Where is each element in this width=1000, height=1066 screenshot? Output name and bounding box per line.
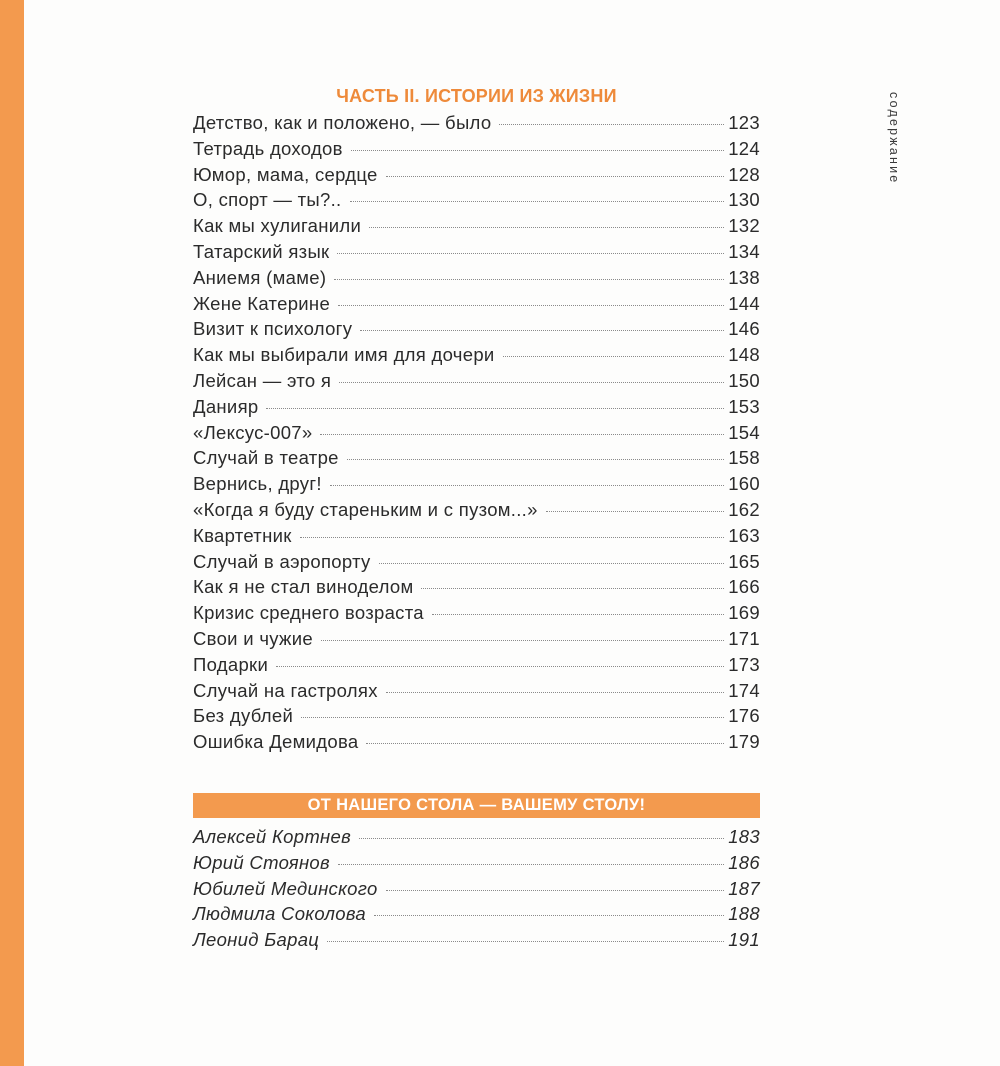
toc-entry-title: Ошибка Демидова bbox=[193, 731, 359, 753]
toc-entry[interactable] bbox=[193, 901, 760, 927]
table-section-banner: ОТ НАШЕГО СТОЛА — ВАШЕМУ СТОЛУ! bbox=[193, 793, 760, 818]
table-section-entry-list bbox=[193, 824, 760, 953]
dot-leader bbox=[359, 838, 724, 839]
dot-leader bbox=[327, 941, 724, 942]
dot-leader bbox=[350, 201, 725, 202]
toc-entry[interactable] bbox=[193, 368, 760, 394]
part-two-heading: ЧАСТЬ II. ИСТОРИИ ИЗ ЖИЗНИ bbox=[336, 86, 617, 106]
toc-entry-page-number: 144 bbox=[728, 292, 760, 314]
toc-entry[interactable] bbox=[193, 824, 760, 850]
toc-entry-title: Аниемя (маме) bbox=[193, 266, 327, 288]
toc-entry[interactable] bbox=[193, 497, 760, 523]
toc-entry-page-number: 154 bbox=[728, 421, 760, 443]
toc-entry[interactable] bbox=[193, 652, 760, 678]
part-two-entry-list bbox=[193, 110, 760, 755]
toc-entry-page-number: 165 bbox=[728, 550, 760, 572]
dot-leader bbox=[374, 915, 724, 916]
toc-entry[interactable] bbox=[193, 136, 760, 162]
toc-entry-page-number: 153 bbox=[728, 395, 760, 417]
toc-entry[interactable] bbox=[193, 291, 760, 317]
dot-leader bbox=[339, 382, 724, 383]
toc-entry-page-number: 166 bbox=[728, 576, 760, 598]
toc-entry-title: Случай в театре bbox=[193, 447, 339, 469]
toc-entry-page-number: 134 bbox=[728, 240, 760, 262]
toc-entry-page-number: 150 bbox=[728, 369, 760, 391]
toc-entry-page-number: 132 bbox=[728, 215, 760, 237]
toc-entry-title: Данияр bbox=[193, 395, 259, 417]
toc-entry-page-number: 176 bbox=[728, 705, 760, 727]
dot-leader bbox=[421, 588, 724, 589]
toc-entry-page-number: 173 bbox=[728, 653, 760, 675]
toc-entry[interactable] bbox=[193, 703, 760, 729]
toc-entry-page-number: 158 bbox=[728, 447, 760, 469]
toc-entry-title: Алексей Кортнев bbox=[193, 825, 352, 847]
toc-entry-title: Свои и чужие bbox=[193, 627, 313, 649]
toc-entry-title: Как мы хулиганили bbox=[193, 215, 362, 237]
toc-entry-page-number: 179 bbox=[728, 731, 760, 753]
toc-entry-page-number: 160 bbox=[728, 473, 760, 495]
toc-entry-title: О, спорт — ты?.. bbox=[193, 189, 342, 211]
toc-entry-page-number: 163 bbox=[728, 524, 760, 546]
toc-entry[interactable] bbox=[193, 927, 760, 953]
toc-entry-title: Визит к психологу bbox=[193, 318, 353, 340]
dot-leader bbox=[266, 408, 724, 409]
toc-entry-page-number: 171 bbox=[728, 627, 760, 649]
dot-leader bbox=[351, 150, 724, 151]
toc-entry-title: Юбилей Мединского bbox=[193, 877, 378, 899]
toc-entry[interactable] bbox=[193, 574, 760, 600]
table-of-contents bbox=[193, 82, 760, 953]
dot-leader bbox=[386, 692, 724, 693]
toc-entry-title: Вернись, друг! bbox=[193, 473, 322, 495]
toc-entry[interactable] bbox=[193, 445, 760, 471]
toc-entry-title: Как я не стал виноделом bbox=[193, 576, 414, 598]
dot-leader bbox=[330, 485, 724, 486]
toc-entry[interactable] bbox=[193, 239, 760, 265]
toc-entry[interactable] bbox=[193, 162, 760, 188]
toc-entry-title: Кризис среднего возраста bbox=[193, 602, 424, 624]
toc-entry-title: Как мы выбирали имя для дочери bbox=[193, 344, 495, 366]
dot-leader bbox=[300, 537, 725, 538]
toc-entry[interactable] bbox=[193, 600, 760, 626]
toc-entry-page-number: 123 bbox=[728, 112, 760, 133]
toc-entry-page-number: 130 bbox=[728, 189, 760, 211]
dot-leader bbox=[366, 743, 724, 744]
toc-entry[interactable] bbox=[193, 213, 760, 239]
toc-entry-title: Случай в аэропорту bbox=[193, 550, 371, 572]
toc-entry[interactable] bbox=[193, 265, 760, 291]
dot-leader bbox=[337, 253, 724, 254]
toc-entry-title: Детство, как и положено, — было bbox=[193, 112, 492, 133]
toc-entry-page-number: 188 bbox=[728, 903, 760, 925]
toc-entry-title: Татарский язык bbox=[193, 240, 330, 262]
toc-entry-page-number: 146 bbox=[728, 318, 760, 340]
toc-entry[interactable] bbox=[193, 187, 760, 213]
dot-leader bbox=[499, 124, 724, 125]
toc-entry-page-number: 169 bbox=[728, 602, 760, 624]
toc-entry-title: «Когда я буду стареньким и с пузом...» bbox=[193, 498, 538, 520]
toc-entry[interactable] bbox=[193, 394, 760, 420]
dot-leader bbox=[334, 279, 724, 280]
dot-leader bbox=[379, 563, 725, 564]
dot-leader bbox=[386, 176, 725, 177]
toc-entry[interactable] bbox=[193, 523, 760, 549]
toc-entry[interactable] bbox=[193, 110, 760, 136]
dot-leader bbox=[386, 890, 725, 891]
toc-entry[interactable] bbox=[193, 876, 760, 902]
toc-entry-title: «Лексус-007» bbox=[193, 421, 313, 443]
toc-entry[interactable] bbox=[193, 471, 760, 497]
toc-entry-page-number: 187 bbox=[728, 877, 760, 899]
toc-entry[interactable] bbox=[193, 342, 760, 368]
toc-entry-page-number: 174 bbox=[728, 679, 760, 701]
toc-entry-title: Лейсан — это я bbox=[193, 369, 332, 391]
toc-entry-page-number: 124 bbox=[728, 137, 760, 159]
toc-entry-page-number: 148 bbox=[728, 344, 760, 366]
left-edge-stripe bbox=[0, 0, 24, 1066]
running-header-label: содержание bbox=[887, 92, 901, 185]
toc-entry-page-number: 183 bbox=[728, 825, 760, 847]
toc-entry[interactable] bbox=[193, 549, 760, 575]
toc-entry-title: Подарки bbox=[193, 653, 269, 675]
toc-entry-title: Жене Катерине bbox=[193, 292, 331, 314]
toc-entry-title: Юмор, мама, сердце bbox=[193, 163, 378, 185]
toc-entry-page-number: 128 bbox=[728, 163, 760, 185]
toc-entry[interactable] bbox=[193, 678, 760, 704]
toc-entry[interactable] bbox=[193, 729, 760, 755]
toc-entry[interactable] bbox=[193, 626, 760, 652]
dot-leader bbox=[338, 305, 724, 306]
dot-leader bbox=[347, 459, 724, 460]
toc-entry-title: Тетрадь доходов bbox=[193, 137, 343, 159]
toc-entry[interactable] bbox=[193, 850, 760, 876]
toc-entry-page-number: 162 bbox=[728, 498, 760, 520]
dot-leader bbox=[276, 666, 724, 667]
toc-entry-title: Случай на гастролях bbox=[193, 679, 378, 701]
toc-entry-page-number: 191 bbox=[728, 929, 760, 951]
toc-entry-title: Квартетник bbox=[193, 524, 292, 546]
dot-leader bbox=[338, 864, 724, 865]
dot-leader bbox=[321, 640, 724, 641]
toc-entry-title: Юрий Стоянов bbox=[193, 851, 330, 873]
dot-leader bbox=[546, 511, 725, 512]
toc-entry[interactable] bbox=[193, 420, 760, 446]
toc-entry-title: Леонид Барац bbox=[193, 929, 320, 951]
toc-entry[interactable] bbox=[193, 316, 760, 342]
toc-entry-title: Без дублей bbox=[193, 705, 294, 727]
dot-leader bbox=[301, 717, 724, 718]
toc-entry-page-number: 186 bbox=[728, 851, 760, 873]
dot-leader bbox=[503, 356, 725, 357]
toc-entry-page-number: 138 bbox=[728, 266, 760, 288]
dot-leader bbox=[432, 614, 724, 615]
toc-entry-title: Людмила Соколова bbox=[193, 903, 366, 925]
dot-leader bbox=[320, 434, 724, 435]
dot-leader bbox=[360, 330, 724, 331]
dot-leader bbox=[369, 227, 724, 228]
